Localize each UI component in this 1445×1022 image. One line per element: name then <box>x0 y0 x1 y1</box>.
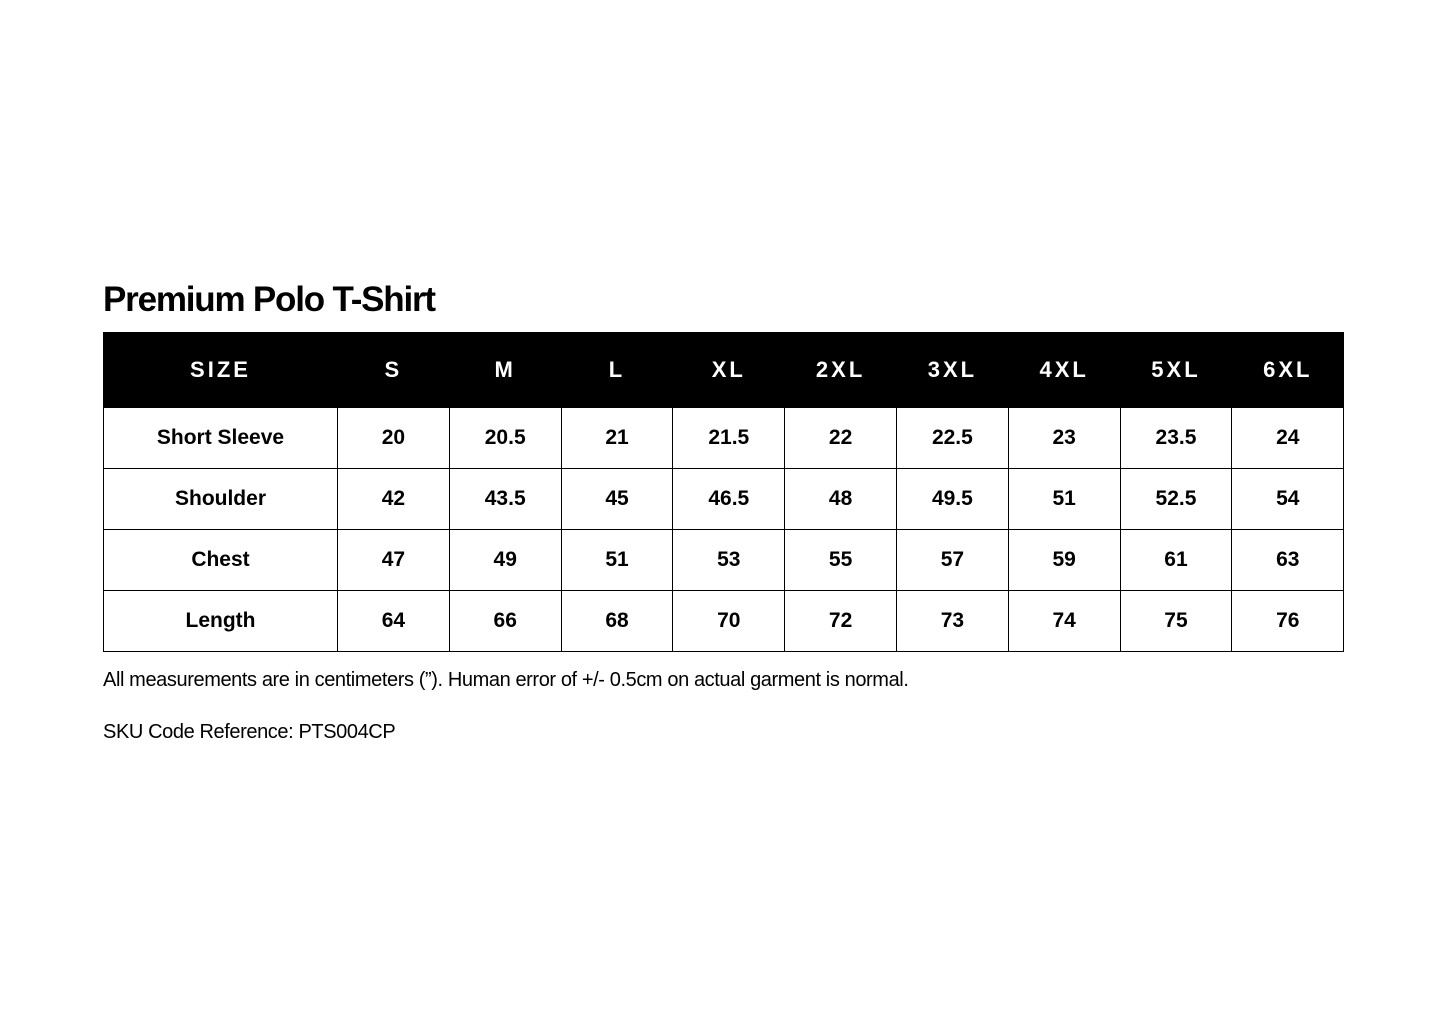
table-cell: 21.5 <box>673 408 785 469</box>
table-cell: 73 <box>896 591 1008 652</box>
header-size-xl: XL <box>673 333 785 408</box>
table-cell: 23 <box>1008 408 1120 469</box>
header-size-6xl: 6XL <box>1232 333 1344 408</box>
table-cell: 22 <box>785 408 897 469</box>
row-label: Chest <box>104 530 338 591</box>
table-cell: 66 <box>449 591 561 652</box>
table-cell: 24 <box>1232 408 1344 469</box>
header-size-s: S <box>338 333 450 408</box>
table-row-short-sleeve <box>104 408 1344 469</box>
table-cell: 20.5 <box>449 408 561 469</box>
table-cell: 57 <box>896 530 1008 591</box>
table-cell: 45 <box>561 469 673 530</box>
header-size-l: L <box>561 333 673 408</box>
row-label: Length <box>104 591 338 652</box>
table-row-chest <box>104 530 1344 591</box>
table-cell: 23.5 <box>1120 408 1232 469</box>
row-label: Short Sleeve <box>104 408 338 469</box>
table-cell: 48 <box>785 469 897 530</box>
table-cell: 64 <box>338 591 450 652</box>
table-cell: 74 <box>1008 591 1120 652</box>
table-cell: 53 <box>673 530 785 591</box>
size-chart-table <box>103 332 1344 652</box>
table-cell: 52.5 <box>1120 469 1232 530</box>
header-size-3xl: 3XL <box>896 333 1008 408</box>
table-cell: 63 <box>1232 530 1344 591</box>
table-cell: 76 <box>1232 591 1344 652</box>
table-row-length <box>104 591 1344 652</box>
table-cell: 42 <box>338 469 450 530</box>
header-row <box>104 333 1344 408</box>
table-cell: 61 <box>1120 530 1232 591</box>
header-size-2xl: 2XL <box>785 333 897 408</box>
header-size-m: M <box>449 333 561 408</box>
table-cell: 59 <box>1008 530 1120 591</box>
table-cell: 55 <box>785 530 897 591</box>
page-title: Premium Polo T-Shirt <box>103 280 435 319</box>
table-cell: 54 <box>1232 469 1344 530</box>
table-row-shoulder <box>104 469 1344 530</box>
table-cell: 70 <box>673 591 785 652</box>
table-cell: 22.5 <box>896 408 1008 469</box>
table-body <box>104 408 1344 652</box>
table-cell: 47 <box>338 530 450 591</box>
row-label: Shoulder <box>104 469 338 530</box>
table-cell: 75 <box>1120 591 1232 652</box>
header-size-label: SIZE <box>104 333 338 408</box>
table-cell: 20 <box>338 408 450 469</box>
table-header <box>104 333 1344 408</box>
table-cell: 43.5 <box>449 469 561 530</box>
table-cell: 49 <box>449 530 561 591</box>
sku-reference: SKU Code Reference: PTS004CP <box>103 721 396 743</box>
table-cell: 46.5 <box>673 469 785 530</box>
table-cell: 68 <box>561 591 673 652</box>
measurement-note: All measurements are in centimeters (”). Human error of +/- 0.5cm on actual garment is normal. <box>103 669 909 691</box>
header-size-5xl: 5XL <box>1120 333 1232 408</box>
table-cell: 51 <box>1008 469 1120 530</box>
table-cell: 21 <box>561 408 673 469</box>
table-cell: 72 <box>785 591 897 652</box>
table-cell: 49.5 <box>896 469 1008 530</box>
table-cell: 51 <box>561 530 673 591</box>
header-size-4xl: 4XL <box>1008 333 1120 408</box>
